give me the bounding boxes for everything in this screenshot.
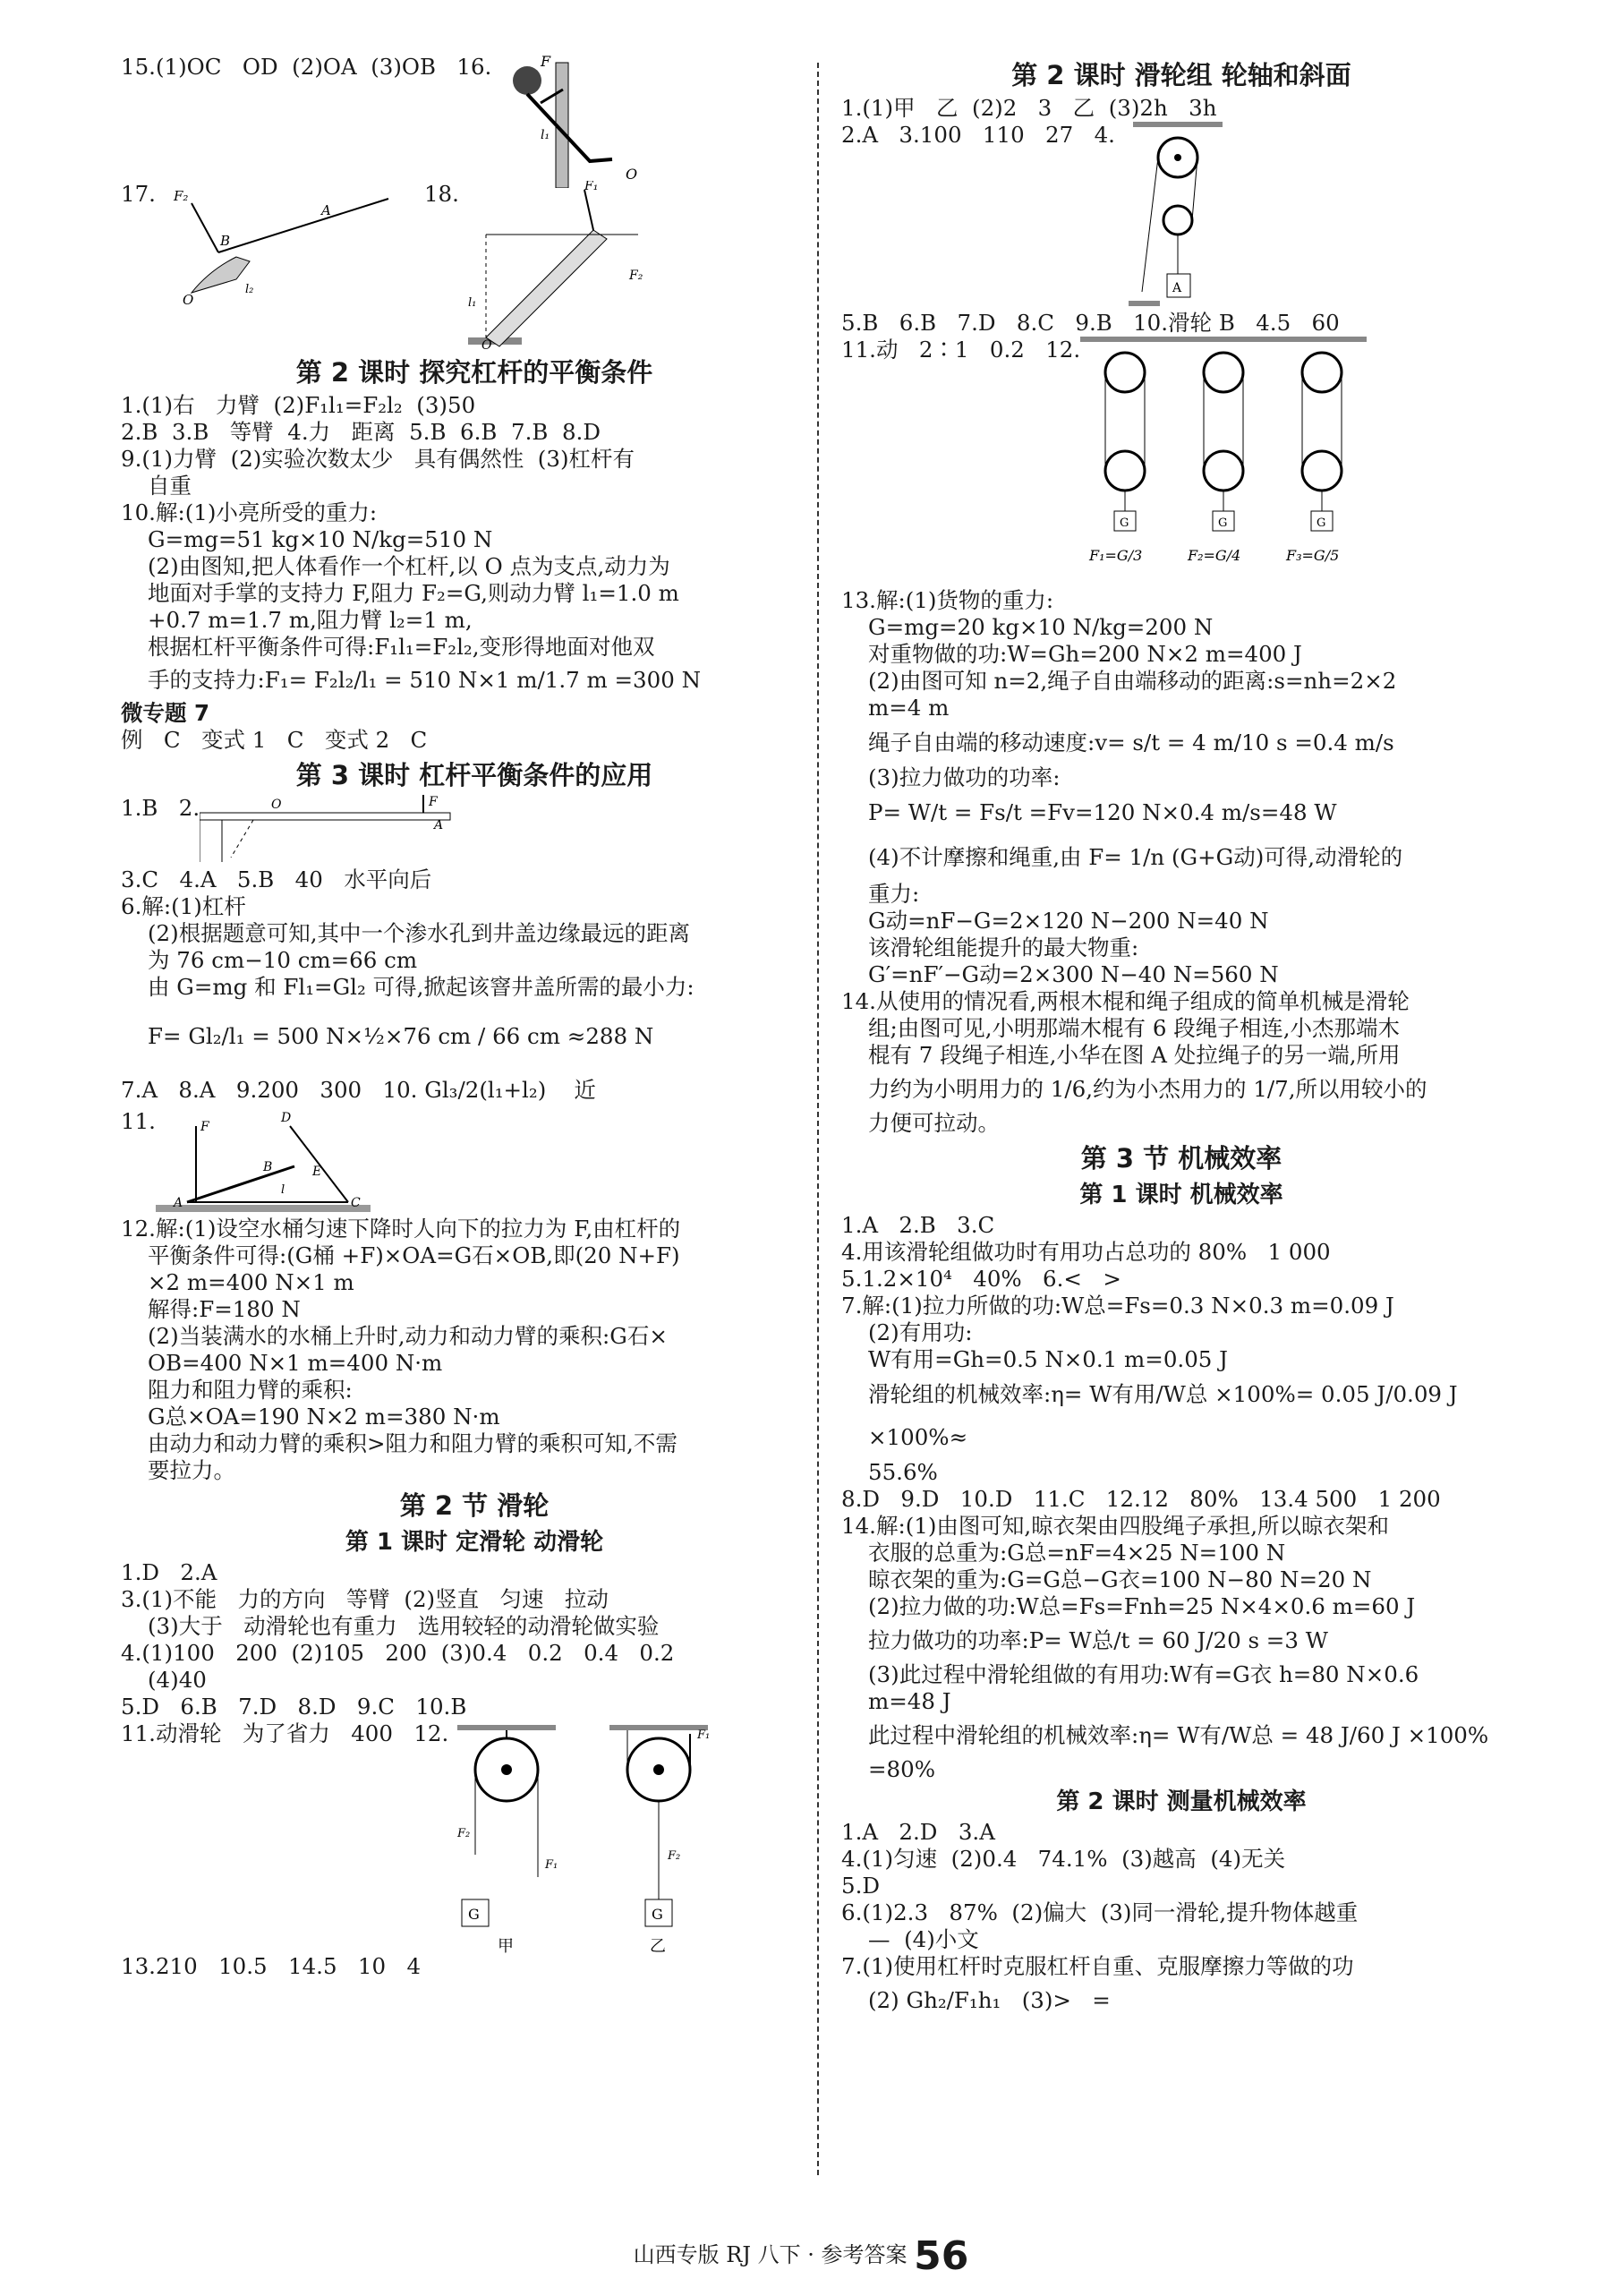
answer-e7-c: W有用=Gh=0.5 N×0.1 m=0.05 J (868, 1346, 1228, 1372)
answer-9: 9.(1)力臂 (2)实验次数太少 具有偶然性 (3)杠杆有 (121, 446, 635, 472)
answer-10-b: G=mg=51 kg×10 N/kg=510 N (148, 526, 493, 552)
answer-e14-c: 晾衣架的重为:G=G总−G衣=100 N−80 N=20 N (868, 1566, 1372, 1592)
answer-c11-row (121, 1720, 828, 1953)
answer-15-16 (121, 54, 828, 188)
answer-f7: 7.(1)使用杠杆时克服杠杆自重、克服摩擦力等做的功 (841, 1953, 1354, 1979)
svg-text:F: F (541, 54, 551, 70)
section-efficiency-lesson2: 第 2 课时 测量机械效率 (1056, 1788, 1307, 1815)
answer-6-b: (2)根据题意可知,其中一个渗水孔到井盖边缘最远的距离 (148, 920, 690, 946)
answer-d13-g: (3)拉力做功的功率: (868, 764, 1061, 790)
svg-text:G: G (1120, 516, 1129, 530)
svg-text:F₂: F₂ (457, 1827, 471, 1840)
answer-12-f: OB=400 N×1 m=400 N·m (148, 1350, 443, 1376)
answer-12-d: 解得:F=180 N (148, 1296, 301, 1322)
section-pulley-lesson2: 第 2 课时 滑轮组 轮轴和斜面 (1011, 60, 1351, 90)
answer-10-c: (2)由图知,把人体看作一个杠杆,以 O 点为支点,动力为 (148, 553, 670, 579)
svg-text:l₁: l₁ (467, 296, 477, 310)
svg-text:F₁: F₁ (584, 181, 599, 193)
answer-c4-b: (4)40 (148, 1667, 207, 1693)
answer-d13-k: G动=nF−G=2×120 N−200 N=40 N (868, 908, 1269, 934)
answer-d5-10: 5.B 6.B 7.D 8.C 9.B 10.滑轮 B 4.5 60 (841, 310, 1340, 336)
answer-f1-3: 1.A 2.D 3.A (841, 1819, 995, 1845)
svg-text:F₁: F₁ (697, 1728, 711, 1742)
section-pulley: 第 2 节 滑轮 (399, 1490, 550, 1521)
right-column (841, 54, 1521, 2021)
answer-12-i: 由动力和动力臂的乘积>阻力和阻力臂的乘积可知,不需 (148, 1430, 677, 1456)
answer-f6-b: — (4)小文 (868, 1926, 979, 1952)
answer-d14-d: 力约为小明用力的 1/6,约为小杰用力的 1/7,所以用较小的 (868, 1076, 1427, 1102)
page-footer (0, 2233, 1602, 2279)
answer-12-b: 平衡条件可得:(G桶 +F)×OA=G石×OB,即(20 N+F) (148, 1242, 680, 1268)
answer-e7-b: (2)有用功: (868, 1319, 973, 1345)
answer-11-row (121, 1108, 828, 1216)
answer-e1-3: 1.A 2.B 3.C (841, 1212, 995, 1238)
figure-12-f1-label: F₁=G/3 (1089, 547, 1143, 564)
svg-text:A: A (1172, 281, 1182, 295)
answer-d14: 14.从使用的情况看,两根木棍和绳子组成的简单机械是滑轮 (841, 988, 1410, 1014)
svg-text:l₂: l₂ (244, 283, 254, 296)
answer-c5-10: 5.D 6.B 7.D 8.D 9.C 10.B (121, 1694, 467, 1720)
answer-12-e: (2)当装满水的水桶上升时,动力和动力臂的乘积:G石× (148, 1323, 668, 1349)
answer-c4: 4.(1)100 200 (2)105 200 (3)0.4 0.2 0.4 0.2 (121, 1640, 675, 1666)
answer-d14-b: 组;由图可见,小明那端木棍有 6 段绳子相连,小杰那端木 (868, 1015, 1400, 1041)
answer-c11: 11.动滑轮 为了省力 400 12. (121, 1720, 449, 1746)
figure-12-pulley-groups (1080, 337, 1367, 587)
answer-11: 11. (121, 1108, 156, 1134)
answer-6-e: F= Gl₂/l₁ = 500 N×½×76 cm / 66 cm ≈288 N (148, 1023, 654, 1049)
answer-15: 15.(1)OC OD (2)OA (3)OB 16. (121, 54, 492, 80)
answer-10-f: 根据杠杆平衡条件可得:F₁l₁=F₂l₂,变形得地面对他双 (148, 634, 655, 660)
answer-12-h: G总×OA=190 N×2 m=380 N·m (148, 1404, 500, 1430)
svg-text:G: G (1317, 516, 1326, 530)
answer-e14: 14.解:(1)由图可知,晾衣架由四股绳子承担,所以晾衣架和 (841, 1513, 1389, 1539)
left-column (121, 54, 828, 1980)
figure-11-lever (156, 1108, 371, 1216)
answer-e7-e: 55.6% (868, 1459, 938, 1485)
section-lever-balance: 第 2 课时 探究杠杆的平衡条件 (295, 357, 653, 388)
answer-d11-12: 11.动 2∶1 0.2 12. (841, 337, 1081, 363)
section-lever-application: 第 3 课时 杠杆平衡条件的应用 (295, 760, 653, 790)
answer-18-label: 18. (423, 181, 459, 207)
answer-12-c: ×2 m=400 N×1 m (148, 1269, 354, 1295)
svg-text:A: A (173, 1196, 183, 1210)
answer-e4: 4.用该滑轮组做功时有用功占总功的 80% 1 000 (841, 1239, 1331, 1265)
figure-12-pulleys (448, 1720, 735, 1953)
svg-text:O: O (271, 798, 282, 812)
answer-6-d: 由 G=mg 和 Fl₁=Gl₂ 可得,掀起该窨井盖所需的最小力: (148, 974, 694, 1000)
answer-d11-row (841, 337, 1521, 587)
page-number: 56 (914, 2233, 969, 2279)
answer-10: 10.解:(1)小亮所受的重力: (121, 499, 378, 525)
answer-d13-d: (2)由图可知 n=2,绳子自由端移动的距离:s=nh=2×2 (868, 668, 1397, 694)
svg-text:G: G (1218, 516, 1228, 530)
answer-e5-6: 5.1.2×10⁴ 40% 6.< > (841, 1266, 1121, 1292)
answer-e14-h: 此过程中滑轮组的机械效率:η= W有/W总 = 48 J/60 J ×100% (868, 1722, 1489, 1748)
section-efficiency-lesson1: 第 1 课时 机械效率 (1079, 1182, 1283, 1208)
answer-c13-14: 13.210 10.5 14.5 10 4 (121, 1953, 422, 1979)
answer-d13-c: 对重物做的功:W=Gh=200 N×2 m=400 J (868, 641, 1302, 667)
answer-10-d: 地面对手掌的支持力 F,阻力 F₂=G,则动力臂 l₁=1.0 m (148, 580, 679, 606)
figure-12-label-yi: 乙 (650, 1937, 667, 1953)
answer-2-8: 2.B 3.B 等臂 4.力 距离 5.B 6.B 7.B 8.D (121, 419, 601, 445)
answer-17-18 (121, 181, 828, 351)
answer-d13-b: G=mg=20 kg×10 N/kg=200 N (868, 614, 1214, 640)
svg-text:F₂: F₂ (628, 269, 643, 283)
figure-12-f3-label: F₃=G/5 (1286, 547, 1340, 564)
svg-text:C: C (350, 1196, 361, 1210)
answer-10-g: 手的支持力:F₁= F₂l₂/l₁ = 510 N×1 m/1.7 m =300 N (148, 667, 702, 693)
svg-text:A: A (434, 818, 444, 832)
answer-1-2-row (121, 795, 828, 866)
answer-e14-g: m=48 J (868, 1688, 951, 1714)
answer-d2-row (841, 122, 1521, 310)
answer-e14-d: (2)拉力做的功:W总=Fs=Fnh=25 N×4×0.6 m=60 J (868, 1593, 1416, 1619)
answer-e14-b: 衣服的总重为:G总=nF=4×25 N=100 N (868, 1540, 1286, 1566)
answer-3-5: 3.C 4.A 5.B 40 水平向后 (121, 866, 432, 892)
svg-text:O: O (626, 166, 638, 183)
answer-f4: 4.(1)匀速 (2)0.4 74.1% (3)越高 (4)无关 (841, 1846, 1286, 1872)
answer-12-j: 要拉力。 (148, 1457, 235, 1483)
answer-d13-e: m=4 m (868, 695, 950, 721)
answer-e8-13: 8.D 9.D 10.D 11.C 12.12 80% 13.4 500 1 200 (841, 1486, 1441, 1512)
answer-10-e: +0.7 m=1.7 m,阻力臂 l₂=1 m, (148, 607, 473, 633)
micro-topic-answers: 例 C 变式 1 C 变式 2 C (121, 727, 428, 753)
section-pulley-lesson1: 第 1 课时 定滑轮 动滑轮 (345, 1529, 604, 1556)
answer-e14-e: 拉力做功的功率:P= W总/t = 60 J/20 s =3 W (868, 1627, 1328, 1653)
figure-18-lever (459, 181, 665, 351)
answer-12-g: 阻力和阻力臂的乘积: (148, 1377, 353, 1403)
svg-text:O: O (481, 338, 492, 351)
answer-d14-c: 棍有 7 段绳子相连,小华在图 A 处拉绳子的另一端,所用 (868, 1042, 1401, 1068)
figure-4-pulley-block (1115, 122, 1231, 310)
figure-12-label-jia: 甲 (498, 1937, 515, 1953)
answer-d13: 13.解:(1)货物的重力: (841, 587, 1054, 613)
svg-text:D: D (280, 1111, 292, 1125)
figure-17-lever (156, 181, 406, 306)
answer-6-c: 为 76 cm−10 cm=66 cm (148, 947, 418, 973)
answer-d13-m: G′=nF′−G动=2×300 N−40 N=560 N (868, 961, 1279, 987)
answer-f5: 5.D (841, 1873, 881, 1899)
answer-f6: 6.(1)2.3 87% (2)偏大 (3)同一滑轮,提升物体越重 (841, 1899, 1359, 1925)
answer-d13-h: P= W/t = Fs/t =Fv=120 N×0.4 m/s=48 W (868, 799, 1337, 825)
svg-text:G: G (468, 1906, 481, 1923)
svg-text:F₁: F₁ (545, 1858, 558, 1872)
svg-text:E: E (311, 1165, 322, 1179)
answer-17-label: 17. (121, 181, 156, 207)
answer-d2-4: 2.A 3.100 110 27 4. (841, 122, 1115, 148)
answer-e14-i: =80% (868, 1756, 935, 1782)
svg-text:l: l (280, 1183, 285, 1197)
svg-text:B: B (262, 1160, 273, 1174)
answer-e14-f: (3)此过程中滑轮组做的有用功:W有=G衣 h=80 N×0.6 (868, 1661, 1419, 1687)
footer-label: 山西专版 RJ 八下 · 参考答案 (633, 2242, 908, 2267)
figure-2-well-cover (200, 795, 468, 866)
answer-1-2: 1.B 2. (121, 795, 200, 821)
answer-c3-b: (3)大于 动滑轮也有重力 选用较轻的动滑轮做实验 (148, 1613, 660, 1639)
figure-16-person-lever (491, 54, 661, 188)
answer-7-10: 7.A 8.A 9.200 300 10. Gl₃/2(l₁+l₂) 近 (121, 1077, 596, 1103)
svg-text:F₂: F₂ (173, 188, 189, 204)
answer-e7-d: 滑轮组的机械效率:η= W有用/W总 ×100%= 0.05 J/0.09 J ×100%≈ (868, 1381, 1465, 1450)
figure-12-f2-label: F₂=G/4 (1188, 547, 1241, 564)
svg-text:B: B (219, 233, 230, 249)
answer-d1: 1.(1)甲 乙 (2)2 3 乙 (3)2h 3h (841, 95, 1217, 121)
svg-text:F: F (200, 1120, 209, 1134)
answer-d13-f: 绳子自由端的移动速度:v= s/t = 4 m/10 s =0.4 m/s (868, 730, 1394, 755)
micro-topic-title: 微专题 7 (121, 700, 210, 726)
svg-text:l₁: l₁ (541, 128, 550, 142)
section-efficiency: 第 3 节 机械效率 (1080, 1143, 1282, 1174)
answer-9-cont: 自重 (148, 473, 192, 499)
answer-6: 6.解:(1)杠杆 (121, 893, 246, 919)
answer-d14-e: 力便可拉动。 (868, 1110, 1000, 1136)
answer-d13-l: 该滑轮组能提升的最大物重: (868, 935, 1139, 960)
answer-12: 12.解:(1)设空水桶匀速下降时人向下的拉力为 F,由杠杆的 (121, 1216, 681, 1242)
answer-f7-b: (2) Gh₂/F₁h₁ (3)> = (868, 1987, 1111, 2013)
svg-text:F₂: F₂ (668, 1849, 681, 1863)
answer-e7: 7.解:(1)拉力所做的功:W总=Fs=0.3 N×0.3 m=0.09 J (841, 1293, 1394, 1319)
svg-text:A: A (320, 202, 331, 218)
svg-text:G: G (652, 1906, 664, 1923)
answer-1: 1.(1)右 力臂 (2)F₁l₁=F₂l₂ (3)50 (121, 392, 476, 418)
answer-c3: 3.(1)不能 力的方向 等臂 (2)竖直 匀速 拉动 (121, 1586, 609, 1612)
answer-c1-2: 1.D 2.A (121, 1559, 217, 1585)
answer-d13-j: 重力: (868, 881, 920, 907)
svg-text:O: O (182, 292, 194, 306)
answer-d13-i: (4)不计摩擦和绳重,由 F= 1/n (G+G动)可得,动滑轮的 (868, 844, 1403, 870)
svg-text:F: F (429, 795, 438, 809)
